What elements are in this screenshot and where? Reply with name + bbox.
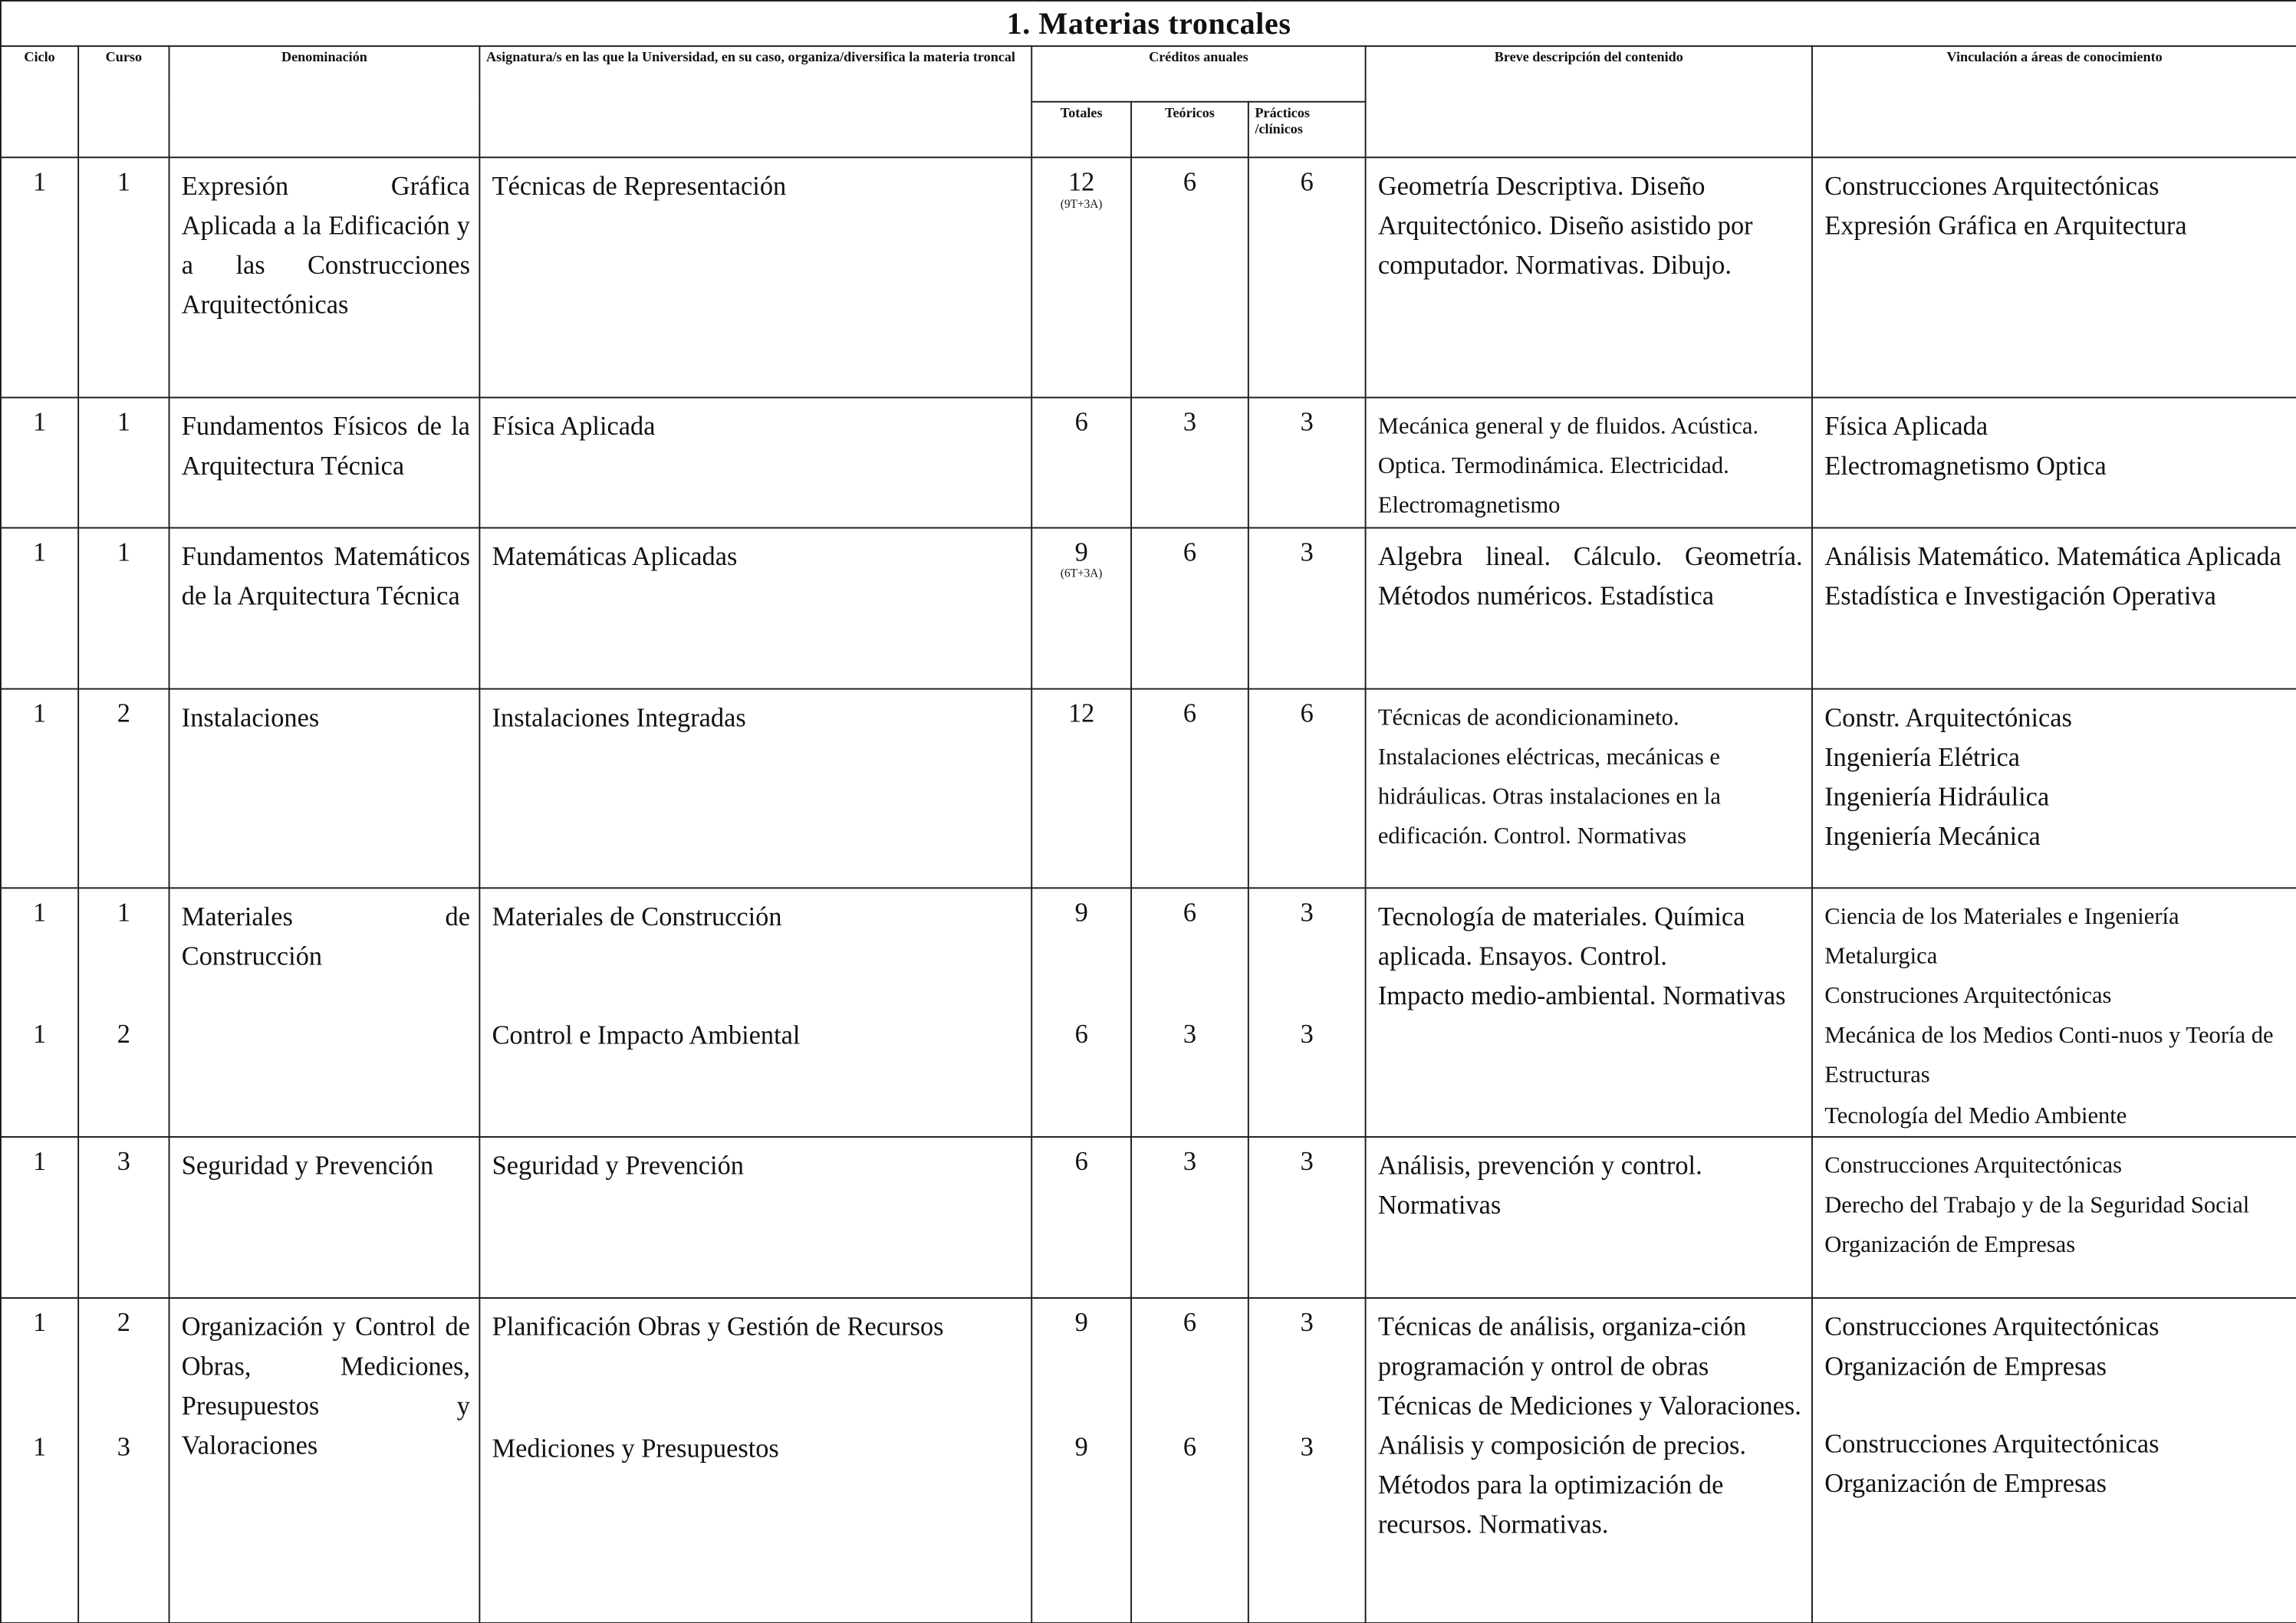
vinculacion-value: Ingeniería Elétrica bbox=[1824, 741, 2021, 771]
vinculacion-value: Ingeniería Hidráulica bbox=[1824, 780, 2050, 811]
ciclo-cell bbox=[1, 887, 78, 1136]
table-row bbox=[1, 688, 2296, 888]
header-totales: Totales bbox=[1031, 102, 1131, 158]
teoricos-value: 3 bbox=[1183, 1145, 1197, 1175]
practicos-value: 3 bbox=[1300, 1145, 1314, 1175]
totales-value: 6 bbox=[1074, 1145, 1088, 1175]
denominacion-value: Instalaciones bbox=[181, 701, 320, 732]
vinculacion-value: Organización de Empresas bbox=[1824, 1233, 2076, 1258]
vinculacion-value: Construcciones Arquitectónicas bbox=[1824, 1311, 2159, 1341]
vinculacion-cell bbox=[1812, 887, 2296, 1136]
descripcion-value: Tecnología de materiales. Química aplicada. Ensayos. Control. bbox=[1377, 901, 1745, 971]
descripcion-value: Mecánica general y de fluidos. Acústica. Optica. Termodinámica. Electricidad. Electromagnetismo bbox=[1377, 414, 1759, 519]
teoricos-value: 6 bbox=[1183, 896, 1197, 927]
ciclo-value: 1 bbox=[32, 698, 47, 728]
practicos-value: 3 bbox=[1300, 1306, 1314, 1337]
practicos-value: 3 bbox=[1300, 537, 1314, 567]
teoricos-cell bbox=[1131, 887, 1248, 1136]
descripcion-value: Geometría Descriptiva. Diseño Arquitectónico. Diseño asistido por computador. Normativas. Dibujo. bbox=[1377, 171, 1753, 280]
totales-value: 9 bbox=[1074, 1306, 1088, 1337]
denominacion-cell bbox=[169, 688, 480, 888]
table-row bbox=[1, 1136, 2296, 1297]
vinculacion-value: Análisis Matemático. Matemática Aplicada bbox=[1824, 540, 2281, 570]
practicos-value: 3 bbox=[1300, 1432, 1314, 1462]
asignatura-cell bbox=[479, 1297, 1031, 1622]
asignaturas-value: Seguridad y Prevención bbox=[492, 1150, 744, 1180]
table-row bbox=[1, 157, 2296, 397]
header-asignatura: Asignatura/s en las que la Universidad, en su caso, organiza/diversifica la materia troncal bbox=[479, 46, 1031, 157]
ciclo-cell bbox=[1, 1297, 78, 1622]
teoricos-cell bbox=[1131, 1297, 1248, 1622]
curso-cell bbox=[78, 688, 169, 888]
curso-value: 1 bbox=[117, 406, 130, 437]
curso-value: 1 bbox=[117, 537, 130, 567]
totales-value: 9 bbox=[1074, 896, 1088, 927]
ciclo-cell bbox=[1, 157, 78, 397]
teoricos-value: 3 bbox=[1183, 1019, 1197, 1049]
vinculacion-value: Construcciones Arquitectónicas bbox=[1824, 1428, 2159, 1458]
curso-value: 2 bbox=[117, 698, 130, 728]
teoricos-value: 6 bbox=[1183, 1306, 1197, 1337]
vinculacion-value: Tecnología del Medio Ambiente bbox=[1824, 1103, 2127, 1129]
curso-value: 2 bbox=[117, 1019, 130, 1049]
ciclo-value: 1 bbox=[32, 1145, 47, 1175]
vinculacion-value: Ciencia de los Materiales e Ingeniería Metalurgica bbox=[1824, 904, 2179, 969]
asignatura-cell bbox=[479, 688, 1031, 888]
practicos-cell bbox=[1248, 157, 1366, 397]
practicos-value: 3 bbox=[1300, 406, 1314, 437]
descripcion-value: Análisis, prevención y control. Normativas bbox=[1377, 1150, 1702, 1220]
curso-cell bbox=[78, 887, 169, 1136]
table-title: 1. Materias troncales bbox=[1, 1, 2296, 46]
totales-value: 12 bbox=[1067, 166, 1095, 196]
ciclo-value: 1 bbox=[32, 406, 47, 437]
descripcion-cell bbox=[1366, 1136, 1812, 1297]
ciclo-value: 1 bbox=[32, 896, 47, 927]
teoricos-cell bbox=[1131, 157, 1248, 397]
table-row bbox=[1, 527, 2296, 688]
descripcion-cell bbox=[1366, 527, 1812, 688]
table-row bbox=[1, 398, 2296, 527]
descripcion-cell bbox=[1366, 1297, 1812, 1622]
denominacion-value: Seguridad y Prevención bbox=[181, 1150, 434, 1180]
vinculacion-cell bbox=[1812, 157, 2296, 397]
table-row bbox=[1, 887, 2296, 1136]
vinculacion-value: Construcciones Arquitectónicas bbox=[1824, 1153, 2122, 1178]
vinculacion-value: Física Aplicada bbox=[1824, 411, 1988, 441]
asignatura-cell bbox=[479, 398, 1031, 527]
totales-cell bbox=[1031, 398, 1131, 527]
asignaturas-value: Matemáticas Aplicadas bbox=[492, 540, 738, 570]
ciclo-value: 1 bbox=[32, 1019, 47, 1049]
ciclo-value: 1 bbox=[32, 537, 47, 567]
totales-cell bbox=[1031, 1136, 1131, 1297]
asignaturas-value: Técnicas de Representación bbox=[492, 171, 787, 201]
vinculacion-cell bbox=[1812, 527, 2296, 688]
header-creditos: Créditos anuales bbox=[1031, 46, 1365, 102]
descripcion-cell bbox=[1366, 398, 1812, 527]
descripcion-cell bbox=[1366, 157, 1812, 397]
vinculacion-value: Electromagnetismo Optica bbox=[1824, 451, 2107, 481]
practicos-value: 6 bbox=[1300, 698, 1314, 728]
totales-value: 6 bbox=[1074, 1019, 1088, 1049]
curso-cell bbox=[78, 527, 169, 688]
totales-value: 12 bbox=[1067, 698, 1095, 728]
totales-sub-value: (6T+3A) bbox=[1060, 567, 1103, 580]
practicos-value: 6 bbox=[1300, 166, 1314, 196]
practicos-value: 3 bbox=[1300, 896, 1314, 927]
practicos-cell bbox=[1248, 1136, 1366, 1297]
asignatura-cell bbox=[479, 1136, 1031, 1297]
curso-cell bbox=[78, 157, 169, 397]
curso-cell bbox=[78, 1297, 169, 1622]
asignaturas-value: Física Aplicada bbox=[492, 411, 656, 441]
teoricos-value: 6 bbox=[1183, 1432, 1197, 1462]
header-practicos: Prácticos /clínicos bbox=[1248, 102, 1366, 158]
totales-value: 9 bbox=[1074, 537, 1088, 567]
practicos-value: 3 bbox=[1300, 1019, 1314, 1049]
totales-cell bbox=[1031, 688, 1131, 888]
teoricos-value: 3 bbox=[1183, 406, 1197, 437]
ciclo-cell bbox=[1, 398, 78, 527]
ciclo-cell bbox=[1, 688, 78, 888]
practicos-cell bbox=[1248, 527, 1366, 688]
practicos-cell bbox=[1248, 1297, 1366, 1622]
descripcion-value: Técnicas de análisis, organiza-ción programación y ontrol de obras bbox=[1377, 1311, 1747, 1381]
header-ciclo: Ciclo bbox=[1, 46, 78, 157]
practicos-cell bbox=[1248, 398, 1366, 527]
table-body bbox=[1, 157, 2296, 1622]
asignaturas-value: Materiales de Construcción bbox=[492, 901, 782, 931]
practicos-cell bbox=[1248, 887, 1366, 1136]
ciclo-value: 1 bbox=[32, 1432, 47, 1462]
header-teoricos: Teóricos bbox=[1131, 102, 1248, 158]
practicos-cell bbox=[1248, 688, 1366, 888]
denominacion-value: Expresión Gráfica Aplicada a la Edificación y a las Construcciones Arquitectónicas bbox=[181, 171, 470, 320]
curso-value: 2 bbox=[117, 1306, 130, 1337]
table-row bbox=[1, 1297, 2296, 1622]
header-vinculacion: Vinculación a áreas de conocimiento bbox=[1812, 46, 2296, 157]
asignaturas-value: Planificación Obras y Gestión de Recursos bbox=[492, 1311, 944, 1341]
denominacion-cell bbox=[169, 157, 480, 397]
asignaturas-value: Control e Impacto Ambiental bbox=[492, 1020, 801, 1050]
teoricos-cell bbox=[1131, 398, 1248, 527]
vinculacion-cell bbox=[1812, 1297, 2296, 1622]
curso-cell bbox=[78, 398, 169, 527]
denominacion-cell bbox=[169, 1136, 480, 1297]
teoricos-cell bbox=[1131, 527, 1248, 688]
asignatura-cell bbox=[479, 157, 1031, 397]
ciclo-cell bbox=[1, 527, 78, 688]
descripcion-value: Técnicas de Mediciones y Valoraciones. Análisis y composición de precios. Métodos para la optimización de recursos. Normativas. bbox=[1377, 1390, 1801, 1539]
vinculacion-value: Expresión Gráfica en Arquitectura bbox=[1824, 211, 2187, 241]
vinculacion-value: Constr. Arquitectónicas bbox=[1824, 701, 2072, 732]
curso-cell bbox=[78, 1136, 169, 1297]
teoricos-cell bbox=[1131, 688, 1248, 888]
denominacion-value: Materiales de Construcción bbox=[181, 901, 470, 971]
vinculacion-value: Mecánica de los Medios Conti-nuos y Teoría de Estructuras bbox=[1824, 1023, 2274, 1089]
descripcion-cell bbox=[1366, 887, 1812, 1136]
denominacion-cell bbox=[169, 1297, 480, 1622]
denominacion-value: Organización y Control de Obras, Mediciones, Presupuestos y Valoraciones bbox=[181, 1311, 470, 1460]
curso-value: 1 bbox=[117, 166, 130, 196]
vinculacion-value: Organización de Empresas bbox=[1824, 1467, 2107, 1498]
asignatura-cell bbox=[479, 527, 1031, 688]
totales-cell bbox=[1031, 527, 1131, 688]
totales-value: 6 bbox=[1074, 406, 1088, 437]
vinculacion-value: Ingeniería Mecánica bbox=[1824, 820, 2041, 850]
vinculacion-cell bbox=[1812, 688, 2296, 888]
vinculacion-value: Organización de Empresas bbox=[1824, 1351, 2107, 1381]
teoricos-cell bbox=[1131, 1136, 1248, 1297]
teoricos-value: 6 bbox=[1183, 537, 1197, 567]
denominacion-value: Fundamentos Físicos de la Arquitectura Técnica bbox=[181, 411, 470, 481]
vinculacion-value: Construcciones Arquitectónicas bbox=[1824, 171, 2159, 201]
curso-value: 3 bbox=[117, 1432, 130, 1462]
header-curso: Curso bbox=[78, 46, 169, 157]
ciclo-value: 1 bbox=[32, 1306, 47, 1337]
teoricos-value: 6 bbox=[1183, 166, 1197, 196]
curso-value: 1 bbox=[117, 896, 130, 927]
denominacion-value: Fundamentos Matemáticos de la Arquitectura Técnica bbox=[181, 540, 470, 610]
asignaturas-value: Mediciones y Presupuestos bbox=[492, 1433, 779, 1463]
vinculacion-cell bbox=[1812, 398, 2296, 527]
vinculacion-value: Estadística e Investigación Operativa bbox=[1824, 580, 2216, 610]
totales-cell bbox=[1031, 887, 1131, 1136]
ciclo-cell bbox=[1, 1136, 78, 1297]
asignatura-cell bbox=[479, 887, 1031, 1136]
vinculacion-cell bbox=[1812, 1136, 2296, 1297]
totales-cell bbox=[1031, 1297, 1131, 1622]
asignaturas-value: Instalaciones Integradas bbox=[492, 701, 746, 732]
totales-sub-value: (9T+3A) bbox=[1060, 197, 1103, 211]
curso-value: 3 bbox=[117, 1145, 130, 1175]
denominacion-cell bbox=[169, 527, 480, 688]
vinculacion-value: Derecho del Trabajo y de la Seguridad Social bbox=[1824, 1193, 2250, 1218]
vinculacion-value: Construciones Arquitectónicas bbox=[1824, 984, 2112, 1009]
totales-value: 9 bbox=[1074, 1432, 1088, 1462]
denominacion-cell bbox=[169, 887, 480, 1136]
denominacion-cell bbox=[169, 398, 480, 527]
totales-cell bbox=[1031, 157, 1131, 397]
teoricos-value: 6 bbox=[1183, 698, 1197, 728]
descripcion-value: Técnicas de acondicionamineto. Instalaciones eléctricas, mecánicas e hidráulicas. Otras instalaciones en la edificación. Control. Normativas bbox=[1377, 705, 1721, 849]
header-denominacion: Denominación bbox=[169, 46, 480, 157]
header-descripcion: Breve descripción del contenido bbox=[1366, 46, 1812, 157]
ciclo-value: 1 bbox=[32, 166, 47, 196]
descripcion-value: Impacto medio-ambiental. Normativas bbox=[1377, 980, 1786, 1010]
descripcion-value: Algebra lineal. Cálculo. Geometría. Métodos numéricos. Estadística bbox=[1377, 540, 1803, 610]
descripcion-cell bbox=[1366, 688, 1812, 888]
